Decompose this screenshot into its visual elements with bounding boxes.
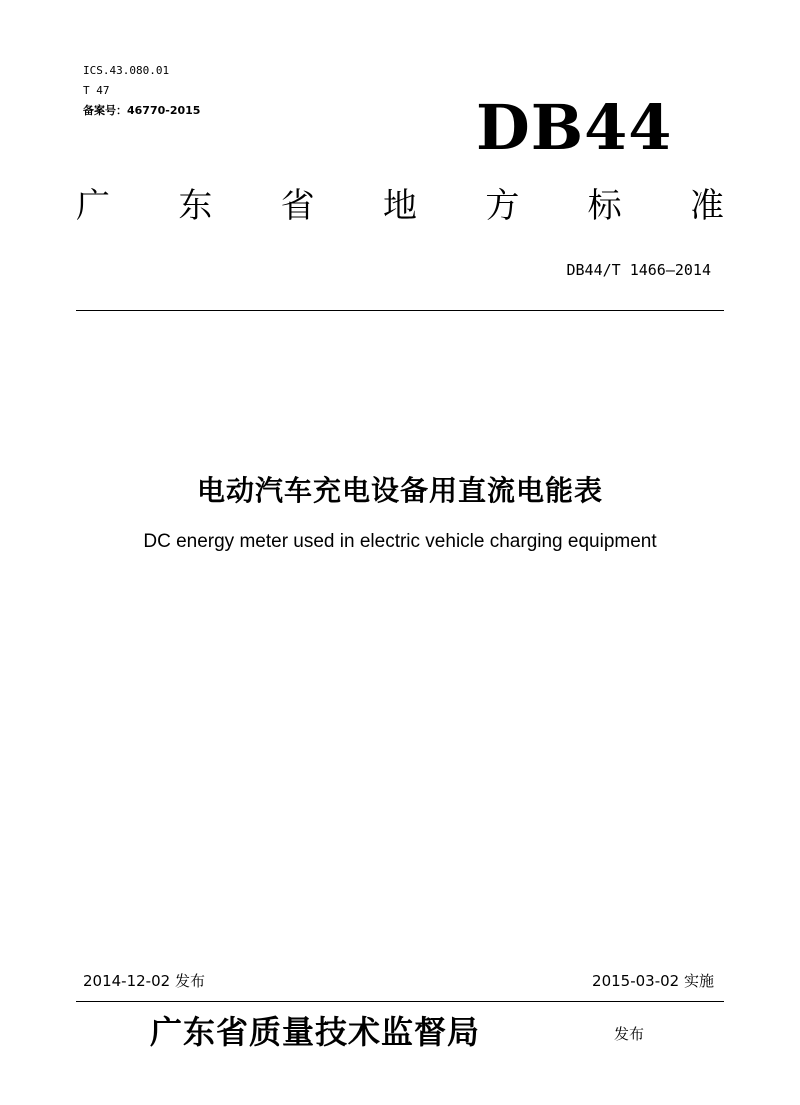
standard-type-char: 省: [280, 186, 315, 226]
issuing-authority: 广东省质量技术监督局: [150, 1013, 481, 1051]
bottom-divider: [76, 1001, 724, 1002]
ics-code: ICS.43.080.01: [83, 64, 170, 77]
classification-code: T 47: [83, 84, 110, 97]
standard-type-char: 广: [76, 186, 110, 226]
issue-date: 2014-12-02 发布: [83, 972, 205, 990]
standard-number: DB44/T 1466—2014: [566, 261, 711, 279]
standard-type-char: 地: [382, 186, 417, 226]
standard-type-char: 东: [178, 186, 213, 226]
standard-type-char: 标: [587, 186, 622, 226]
standard-type-heading: [76, 186, 724, 226]
document-title-en: DC energy meter used in electric vehicle charging equipment: [143, 531, 657, 552]
standard-type-char: 方: [485, 186, 520, 226]
implementation-date: 2015-03-02 实施: [592, 972, 714, 990]
standard-type-char: 准: [689, 186, 724, 226]
top-divider: [76, 310, 724, 311]
publish-label: 发布: [614, 1025, 645, 1043]
document-title-cn: 电动汽车充电设备用直流电能表: [196, 474, 603, 507]
record-number: 备案号：46770-2015: [83, 104, 201, 117]
standard-logo: DB44: [476, 91, 673, 164]
